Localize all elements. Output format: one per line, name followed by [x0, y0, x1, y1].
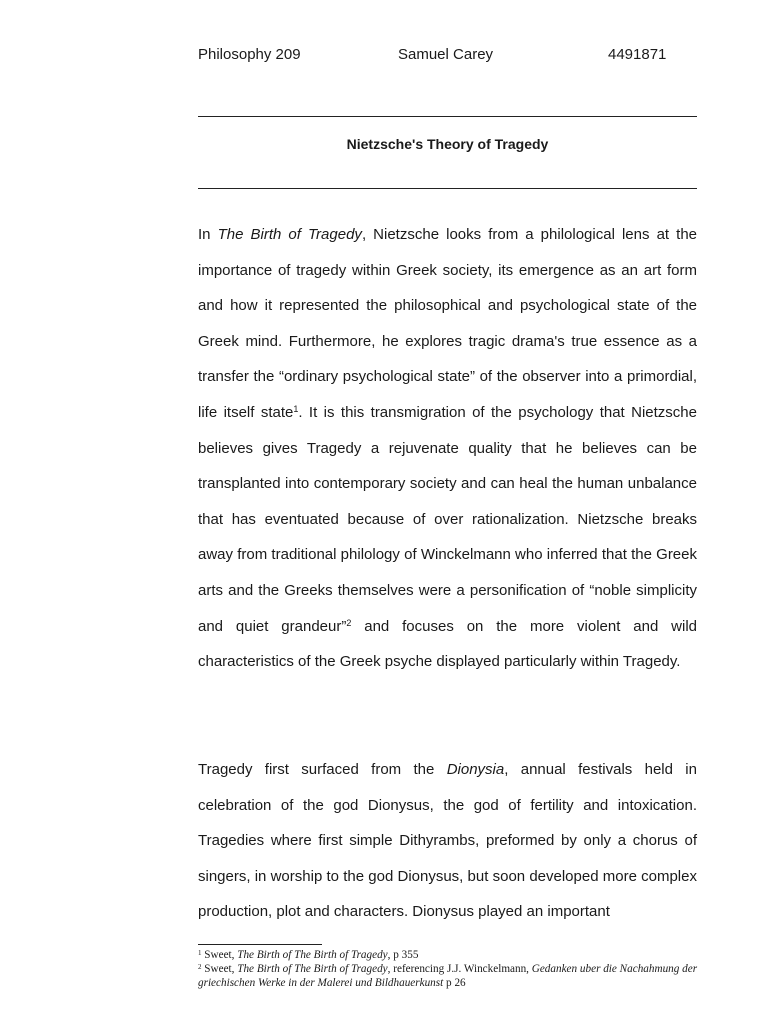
title-rule-bottom	[198, 188, 697, 189]
p1-text-a: , Nietzsche looks from a philological lens at the importance of tragedy within Greek society, its emergence as an art form and how it represented the philosophical and psychological state of the Greek mind. Furthermore, he explores tragic drama's true essence as a transfer the “ordinary psychological state” of the observer into a primordial, life itself state	[198, 226, 697, 421]
festival-name: Dionysia	[446, 761, 505, 778]
footnote-2-source: Gedanken uber die Nachahmung der griechischen Werke in der Malerei und Bildhauerkunst	[198, 963, 698, 989]
footnote-2-page: p 26	[443, 977, 466, 989]
footnote-2-work: The Birth of The Birth of Tragedy	[237, 963, 388, 975]
footnote-1	[198, 948, 698, 962]
page-header	[198, 44, 698, 66]
p1-text-c: and focuses on the more violent and wild characteristics of the Greek psyche displayed particularly within Tragedy.	[198, 617, 697, 671]
p2-text-b: , annual festivals held in celebration of the god Dionysus, the god of fertility and intoxication. Tragedies where first simple Dithyrambs, preformed by only a chorus of singers, in worship to the god Dionysus, but soon developed more complex production, plot and characters. Dionysus played an important	[198, 761, 697, 921]
footnote-1-number: 1	[198, 949, 202, 957]
footnote-1-author: Sweet,	[201, 949, 238, 961]
footnote-ref-1[interactable]: 1	[293, 403, 299, 414]
footnote-separator	[198, 944, 322, 945]
document-title: Nietzsche's Theory of Tragedy	[346, 136, 549, 152]
footnotes	[198, 948, 698, 990]
p1-text-b: . It is this transmigration of the psychology that Nietzsche believes gives Tragedy a rejuvenate quality that he believes can be transplanted into contemporary society and can heal the human unbalance that has eventuated because of over rationalization. Nietzsche breaks away from traditional philology of Winckelmann who inferred that the Greek arts and the Greeks themselves were a personification of “noble simplicity and quiet grandeur”	[198, 403, 697, 635]
footnote-2-author: Sweet,	[201, 963, 238, 975]
student-id: 4491871	[608, 46, 667, 63]
paragraph-2	[198, 752, 697, 930]
paragraph-1	[198, 217, 697, 680]
footnote-1-page: , p 355	[387, 949, 419, 961]
book-title: The Birth of Tragedy	[217, 226, 362, 243]
p1-pre-title: In	[198, 226, 218, 243]
footnote-2	[198, 962, 698, 990]
footnote-2-number: 2	[198, 963, 202, 971]
footnote-1-work: The Birth of The Birth of Tragedy	[237, 949, 388, 961]
author-name: Samuel Carey	[398, 46, 494, 63]
footnote-ref-2[interactable]: 2	[346, 617, 352, 628]
footnote-2-mid: , referencing J.J. Winckelmann,	[387, 963, 532, 975]
course-name: Philosophy 209	[198, 46, 301, 63]
title-rule-top	[198, 116, 697, 117]
p2-text-a: Tragedy first surfaced from the	[198, 761, 447, 778]
